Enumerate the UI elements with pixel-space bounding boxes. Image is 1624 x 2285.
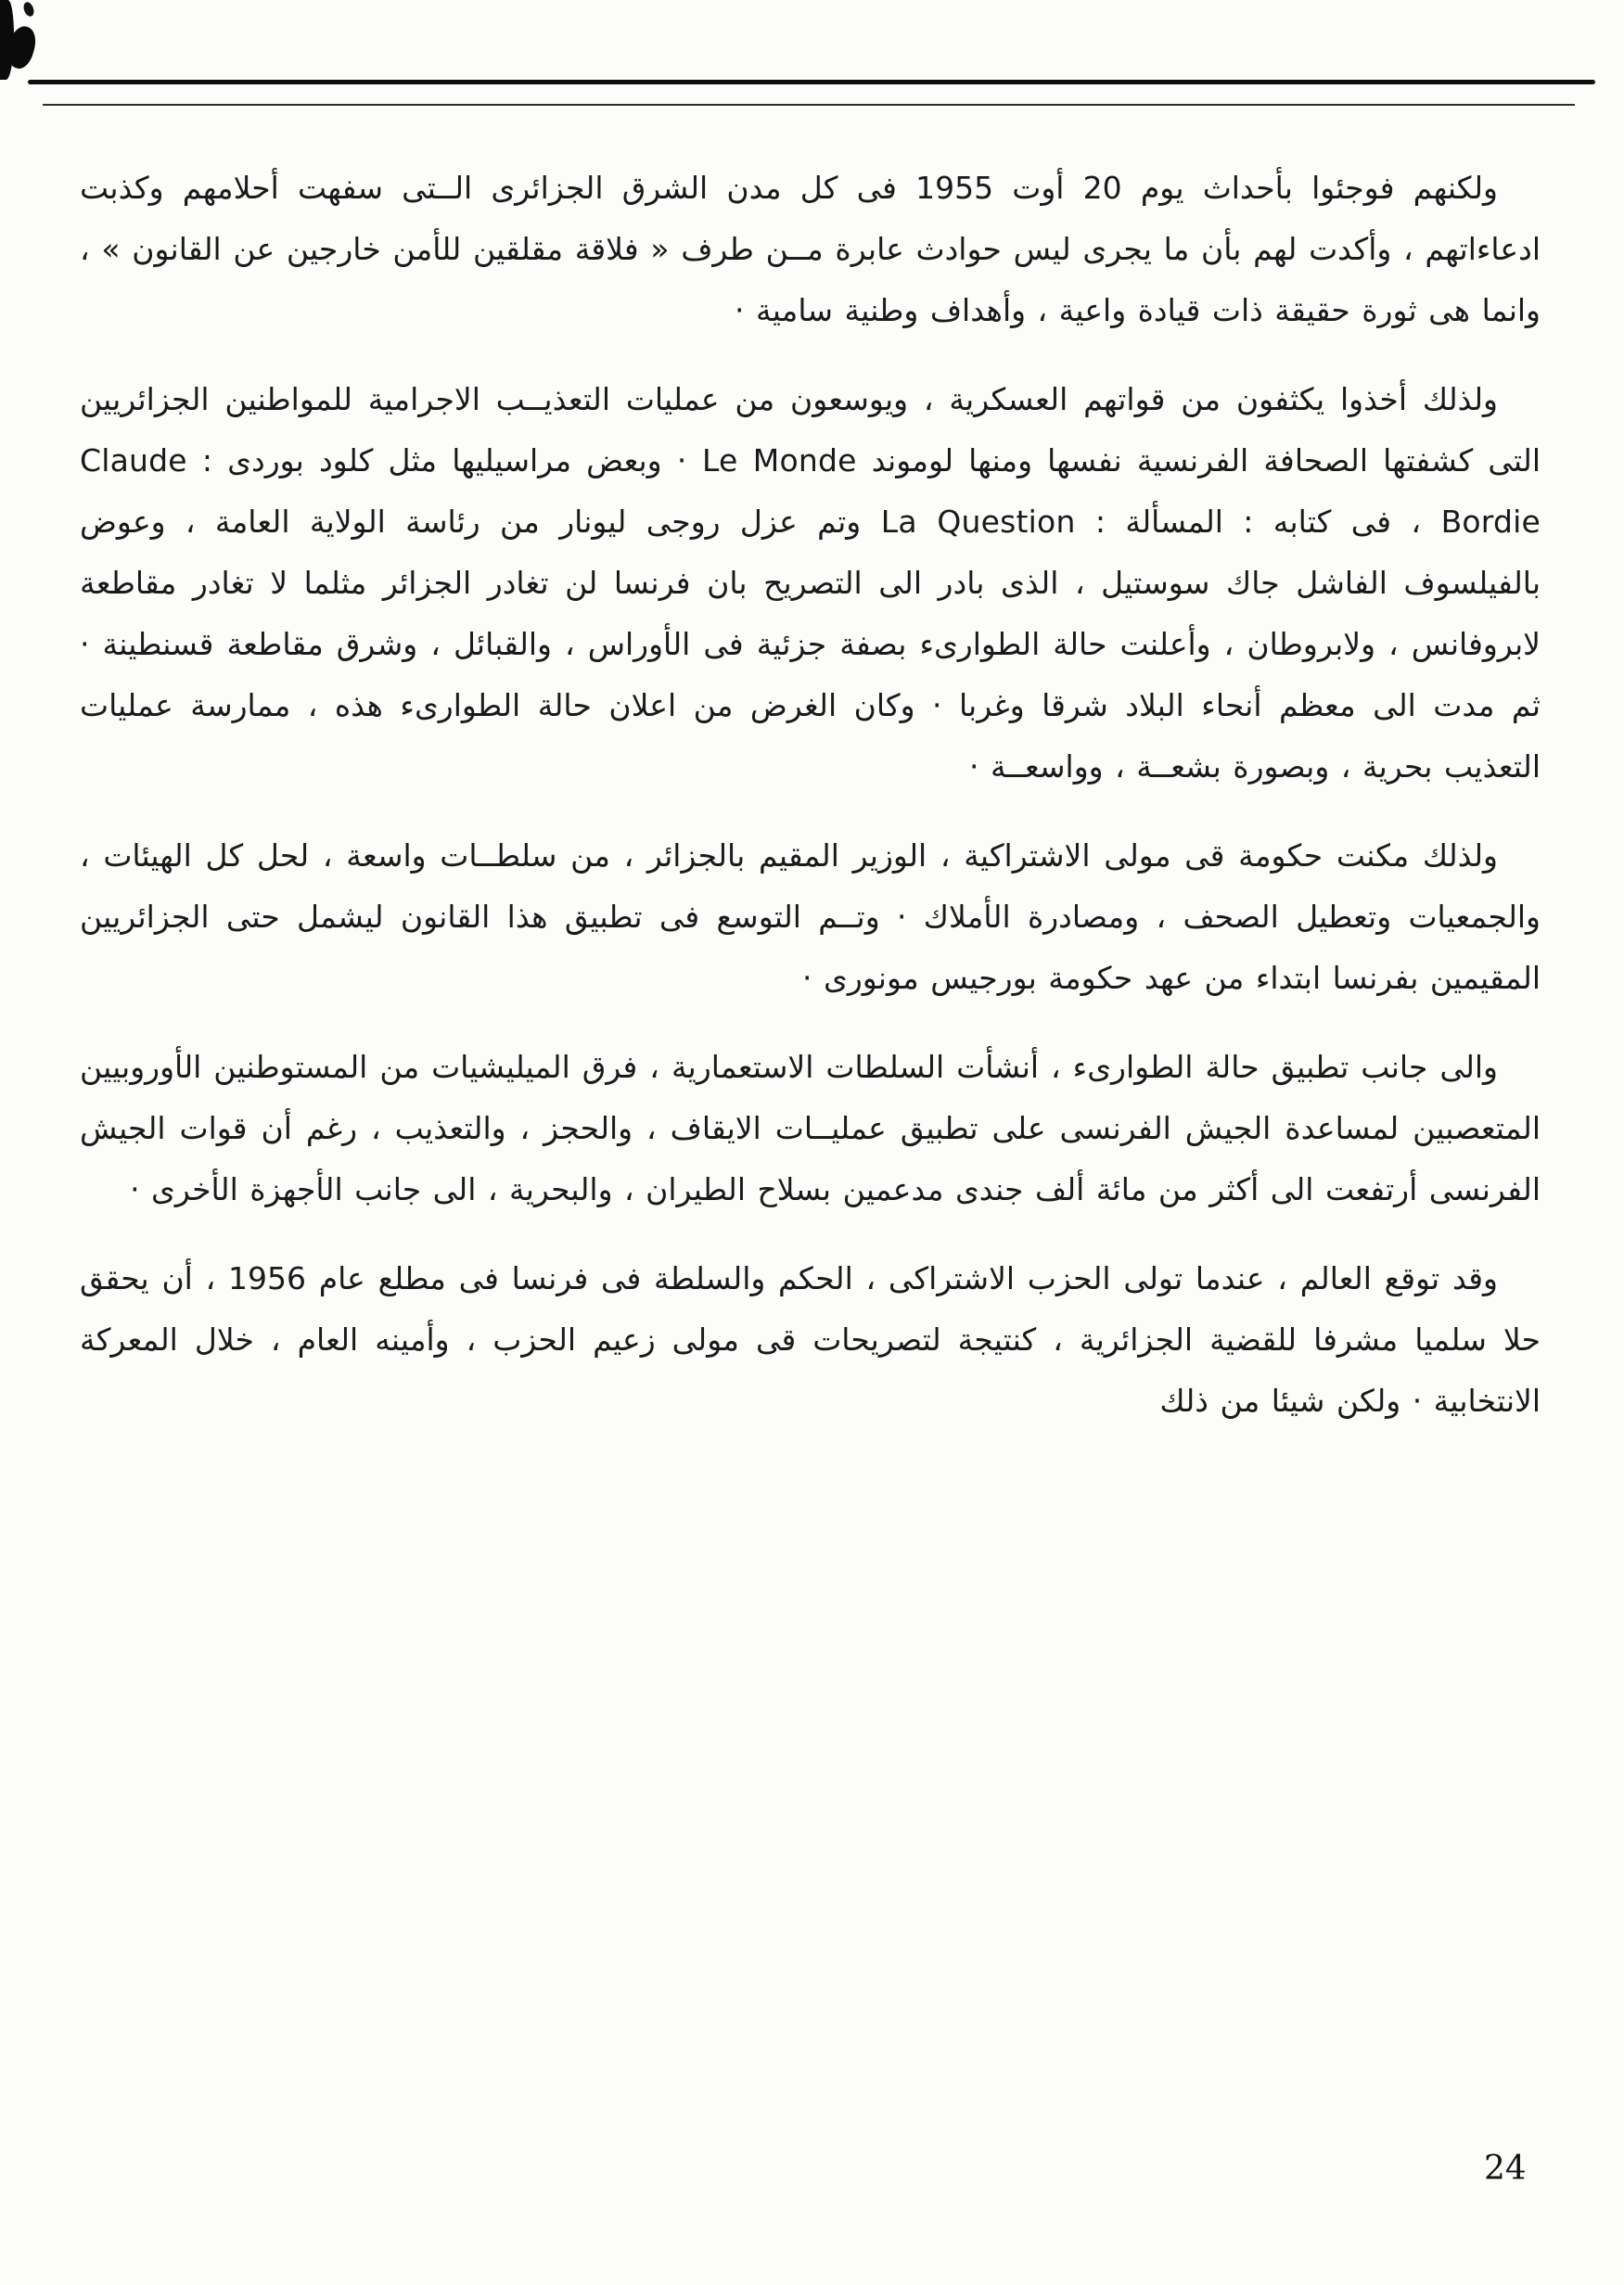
- paragraph: ولذلك مكنت حكومة قى مولى الاشتراكية ، الوزير المقيم بالجزائر ، من سلطــات واسعة ، لحل كل الهيئات ، والجمعيات وتعطيل الصحف ، ومصادرة الأملاك · وتــم التوسع فى تطبيق هذا القانون ليشمل حتى الجزائريين المقيمين بفرنسا ابتداء من عهد حكومة بورجيس مونورى ·: [80, 837, 1541, 996]
- paragraph: وقد توقع العالم ، عندما تولى الحزب الاشتراكى ، الحكم والسلطة فى فرنسا فى مطلع عام 1956 ، أن يحقق حلا سلميا مشرفا للقضية الجزائرية ، كنتيجة لتصريحات قى مولى زعيم الحزب ، وأمينه العام ، خلال المعركة الانتخابية · ولكن شيئا من ذلك: [80, 1260, 1541, 1419]
- scan-artifact: [22, 1, 36, 18]
- paragraph: ولذلك أخذوا يكثفون من قواتهم العسكرية ، ويوسعون من عمليات التعذيــب الاجرامية للمواطنين الجزائريين التى كشفتها الصحافة الفرنسية نفسها ومنها لوموند Le Monde · وبعض مراسيليها مثل كلود بوردى : Claude Bordie ، فى كتابه : المسألة : La Question وتم عزل روجى ليونار من رئاسة الولاية العامة ، وعوض بالفيلسوف الفاشل جاك سوستيل ، الذى بادر الى التصريح بان فرنسا لن تغادر الجزائر مثلما لا تغادر مقاطعة لابروفانس ، ولابروطان ، وأعلنت حالة الطوارىء بصفة جزئية فى الأوراس ، والقبائل ، وشرق مقاطعة قسنطينة · ثم مدت الى معظم أنحاء البلاد شرقا وغربا · وكان الغرض من اعلان حالة الطوارىء هذه ، ممارسة عمليات التعذيب بحرية ، وبصورة بشعــة ، وواسعــة ·: [80, 381, 1541, 785]
- page-number: 24: [1484, 2150, 1527, 2188]
- paragraph: والى جانب تطبيق حالة الطوارىء ، أنشأت السلطات الاستعمارية ، فرق الميليشيات من المستوطنين الأوروبيين المتعصبين لمساعدة الجيش الفرنسى على تطبيق عمليــات الايقاف ، والحجز ، والتعذيب ، رغم أن قوات الجيش الفرنسى أرتفعت الى أكثر من مائة ألف جندى مدعمين بسلاح الطيران ، والبحرية ، الى جانب الأجهزة الأخرى ·: [80, 1049, 1541, 1207]
- paragraph: ولكنهم فوجئوا بأحداث يوم 20 أوت 1955 فى كل مدن الشرق الجزائرى الــتى سفهت أحلامهم وكذبت ادعاءاتهم ، وأكدت لهم بأن ما يجرى ليس حوادث عابرة مــن طرف « فلاقة مقلقين للأمن خارجين عن القانون » ، وانما هى ثورة حقيقة ذات قيادة واعية ، وأهداف وطنية سامية ·: [80, 170, 1541, 328]
- header-rule-thick: [28, 80, 1595, 84]
- header-rule-thin: [43, 104, 1575, 106]
- body-text: [80, 158, 1541, 1460]
